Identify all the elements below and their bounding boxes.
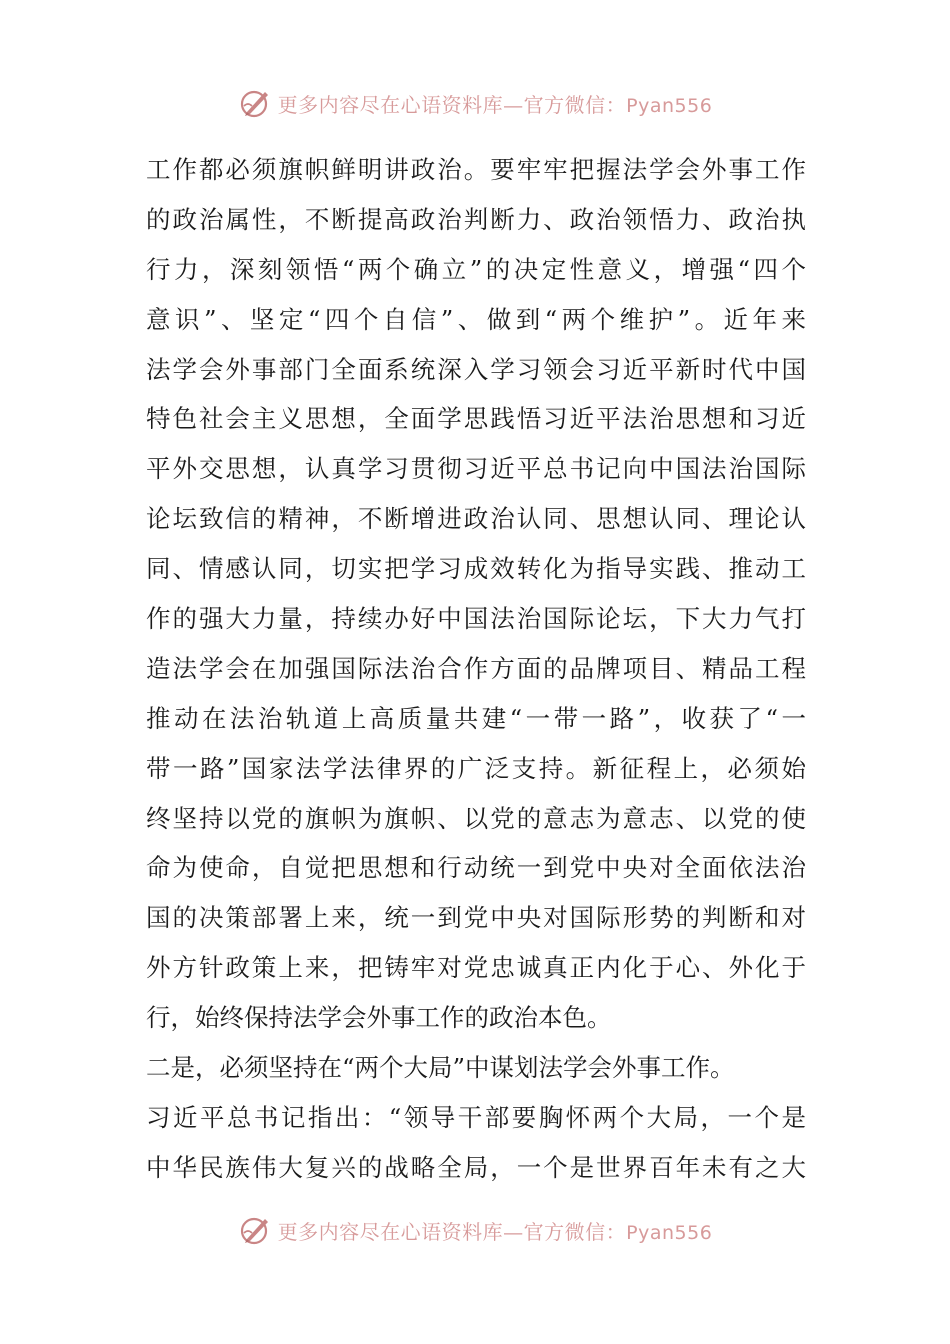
text-line: 中华民族伟大复兴的战略全局，一个是世界百年未有之大	[146, 1152, 806, 1182]
text-line: 意识”、坚定“四个自信”、做到“两个维护”。近年来	[146, 304, 806, 334]
text-line: 外方针政策上来，把铸牢对党忠诚真正内化于心、外化于	[146, 953, 806, 983]
pen-logo-icon	[238, 1213, 272, 1247]
header-watermark-handle: Pyan556	[626, 94, 713, 117]
header-watermark-banner	[0, 83, 950, 123]
pen-logo-icon	[238, 86, 272, 120]
text-line: 论坛致信的精神，不断增进政治认同、思想认同、理论认	[146, 504, 806, 534]
text-line: 推动在法治轨道上高质量共建“一带一路”，收获了“一	[146, 703, 806, 733]
document-body	[146, 145, 806, 1193]
text-line: 法学会外事部门全面系统深入学习领会习近平新时代中国	[146, 354, 806, 384]
text-line: 国的决策部署上来，统一到党中央对国际形势的判断和对	[146, 903, 806, 933]
text-line: 习近平总书记指出：“领导干部要胸怀两个大局，一个是	[146, 1102, 806, 1132]
text-line: 同、情感认同，切实把学习成效转化为指导实践、推动工	[146, 554, 806, 584]
text-line: 命为使命，自觉把思想和行动统一到党中央对全面依法治	[146, 853, 806, 883]
header-watermark-label: 更多内容尽在心语资料库—官方微信：	[277, 92, 627, 117]
footer-watermark-text	[278, 1216, 713, 1245]
text-line: 造法学会在加强国际法治合作方面的品牌项目、精品工程	[146, 653, 806, 683]
text-line: 行力，深刻领悟“两个确立”的决定性意义，增强“四个	[146, 254, 806, 284]
footer-watermark-handle: Pyan556	[626, 1221, 713, 1244]
text-line: 特色社会主义思想，全面学思践悟习近平法治思想和习近	[146, 404, 806, 434]
section-heading-line: 二是，必须坚持在“两个大局”中谋划法学会外事工作。	[146, 1053, 735, 1083]
text-line: 带一路”国家法学法律界的广泛支持。新征程上，必须始	[146, 753, 806, 783]
footer-watermark-label: 更多内容尽在心语资料库—官方微信：	[277, 1219, 627, 1244]
text-line: 平外交思想，认真学习贯彻习近平总书记向中国法治国际	[146, 454, 806, 484]
footer-watermark-banner	[0, 1210, 950, 1250]
header-watermark-text	[278, 89, 713, 118]
text-line: 工作都必须旗帜鲜明讲政治。要牢牢把握法学会外事工作	[146, 155, 806, 184]
text-line: 的政治属性，不断提高政治判断力、政治领悟力、政治执	[146, 204, 806, 234]
text-line: 行，始终保持法学会外事工作的政治本色。	[146, 1003, 612, 1033]
text-line: 作的强大力量，持续办好中国法治国际论坛，下大力气打	[146, 604, 806, 634]
text-line: 终坚持以党的旗帜为旗帜、以党的意志为意志、以党的使	[146, 803, 806, 833]
